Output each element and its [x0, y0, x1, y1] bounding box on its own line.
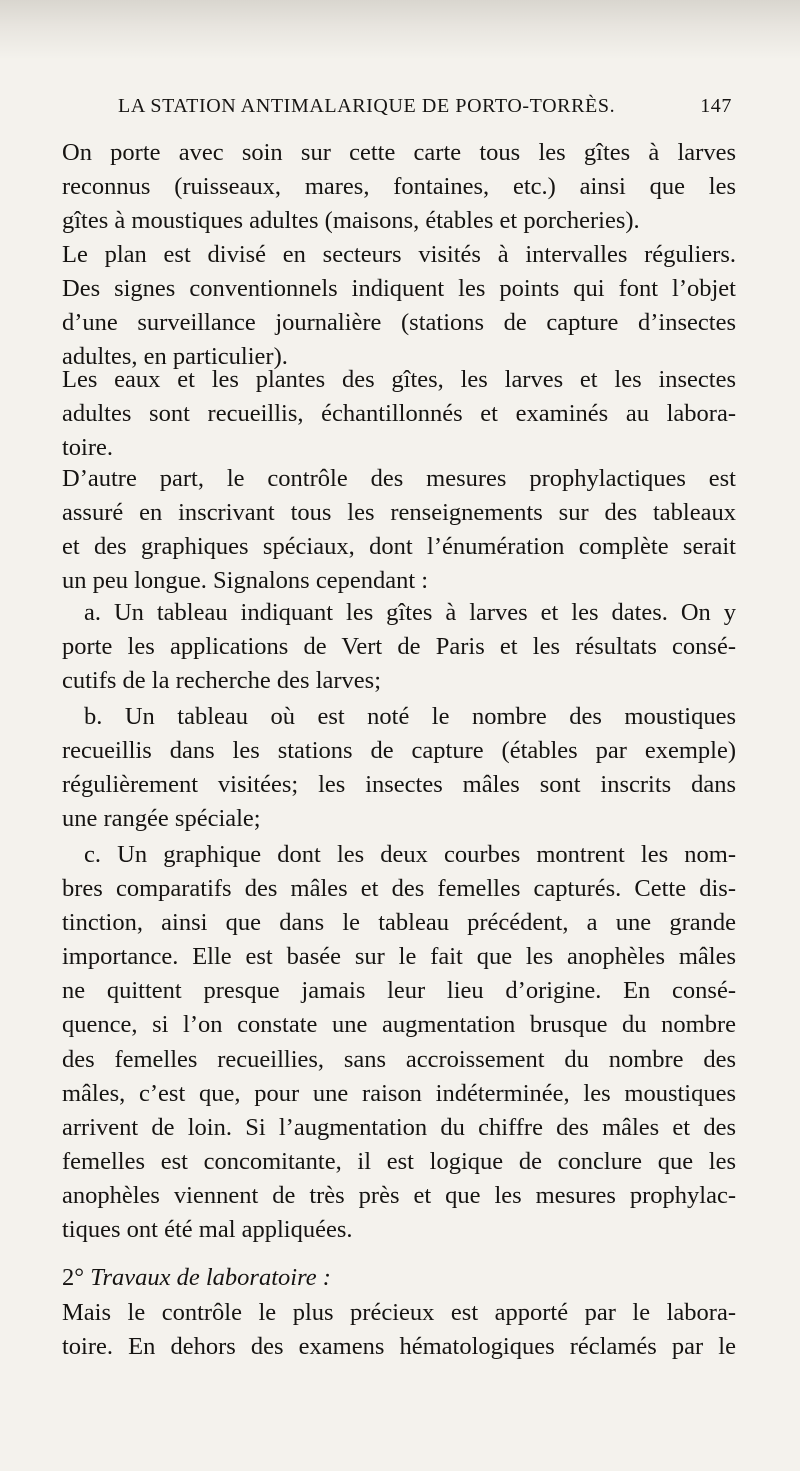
- text-line: une rangée spéciale;: [62, 805, 261, 833]
- paragraph-item-c: [62, 838, 736, 1247]
- running-header: [62, 92, 738, 120]
- text-line: Des signes conventionnels indiquent les points qui font l’objet: [62, 275, 736, 303]
- text-line: a. Un tableau indiquant les gîtes à larves et les dates. On y: [84, 599, 736, 626]
- text-line: arrivent de loin. Si l’augmentation du chiffre des mâles et des: [62, 1113, 736, 1141]
- text-line: c. Un graphique dont les deux courbes montrent les nom-: [84, 841, 736, 868]
- paragraph-item-a: [62, 596, 736, 698]
- text-line: régulièrement visitées; les insectes mâles sont inscrits dans: [62, 771, 736, 799]
- text-line: Mais le contrôle le plus précieux est apporté par le labora-: [62, 1299, 736, 1326]
- text-line: reconnus (ruisseaux, mares, fontaines, etc.) ainsi que les: [62, 173, 736, 201]
- text-line: adultes sont recueillis, échantillonnés et examinés au labora-: [62, 400, 736, 428]
- text-line: ne quittent presque jamais leur lieu d’origine. En consé-: [62, 977, 736, 1005]
- text-line: toire.: [62, 434, 114, 462]
- paragraph-sampling: [62, 363, 736, 465]
- text-line: Les eaux et les plantes des gîtes, les larves et les insectes: [62, 366, 736, 393]
- section-heading: [62, 1261, 736, 1295]
- paragraph-item-b: [62, 700, 736, 836]
- text-line: porte les applications de Vert de Paris et les résultats consé-: [62, 633, 736, 661]
- page-top-shadow: [0, 0, 800, 60]
- running-title: LA STATION ANTIMALARIQUE DE PORTO-TORRÈS.: [118, 95, 616, 117]
- paragraph-sectors: [62, 238, 736, 374]
- text-line: b. Un tableau où est noté le nombre des moustiques: [84, 703, 736, 730]
- text-line: toire. En dehors des examens hématologiques réclamés par le: [62, 1333, 736, 1361]
- text-line: bres comparatifs des mâles et des femelles capturés. Cette dis-: [62, 875, 736, 903]
- text-line: femelles est concomitante, il est logique de conclure que les: [62, 1147, 736, 1175]
- text-line: cutifs de la recherche des larves;: [62, 667, 382, 695]
- text-line: d’une surveillance journalière (stations de capture d’insectes: [62, 309, 736, 337]
- text-line: quence, si l’on constate une augmentation brusque du nombre: [62, 1011, 736, 1039]
- text-line: des femelles recueillies, sans accroissement du nombre des: [62, 1045, 736, 1073]
- text-line: mâles, c’est que, pour une raison indéterminée, les moustiques: [62, 1079, 736, 1107]
- section-number: 2°: [62, 1264, 85, 1291]
- text-line: un peu longue. Signalons cependant :: [62, 567, 429, 595]
- section-heading-line: [62, 1261, 736, 1295]
- paragraph-map-contents: [62, 136, 736, 238]
- page-number: 147: [700, 95, 732, 117]
- text-line: D’autre part, le contrôle des mesures prophylactiques est: [62, 465, 736, 492]
- text-line: tiques ont été mal appliquées.: [62, 1216, 353, 1244]
- text-line: importance. Elle est basée sur le fait que les anophèles mâles: [62, 943, 736, 971]
- paragraph-laboratory: [62, 1296, 736, 1364]
- text-line: assuré en inscrivant tous les renseignements sur des tableaux: [62, 499, 736, 527]
- text-line: anophèles viennent de très près et que les mesures prophylac-: [62, 1181, 736, 1209]
- section-title: Travaux de laboratoire :: [90, 1264, 331, 1291]
- text-line: tinction, ainsi que dans le tableau précédent, a une grande: [62, 909, 736, 937]
- text-line: Le plan est divisé en secteurs visités à intervalles réguliers.: [62, 241, 736, 268]
- text-line: recueillis dans les stations de capture (étables par exemple): [62, 737, 736, 765]
- paragraph-control: [62, 462, 736, 598]
- text-line: et des graphiques spéciaux, dont l’énumération complète serait: [62, 533, 736, 561]
- text-line: On porte avec soin sur cette carte tous les gîtes à larves: [62, 139, 736, 166]
- text-line: adultes, en particulier).: [62, 343, 288, 371]
- text-line: gîtes à moustiques adultes (maisons, étables et porcheries).: [62, 207, 640, 235]
